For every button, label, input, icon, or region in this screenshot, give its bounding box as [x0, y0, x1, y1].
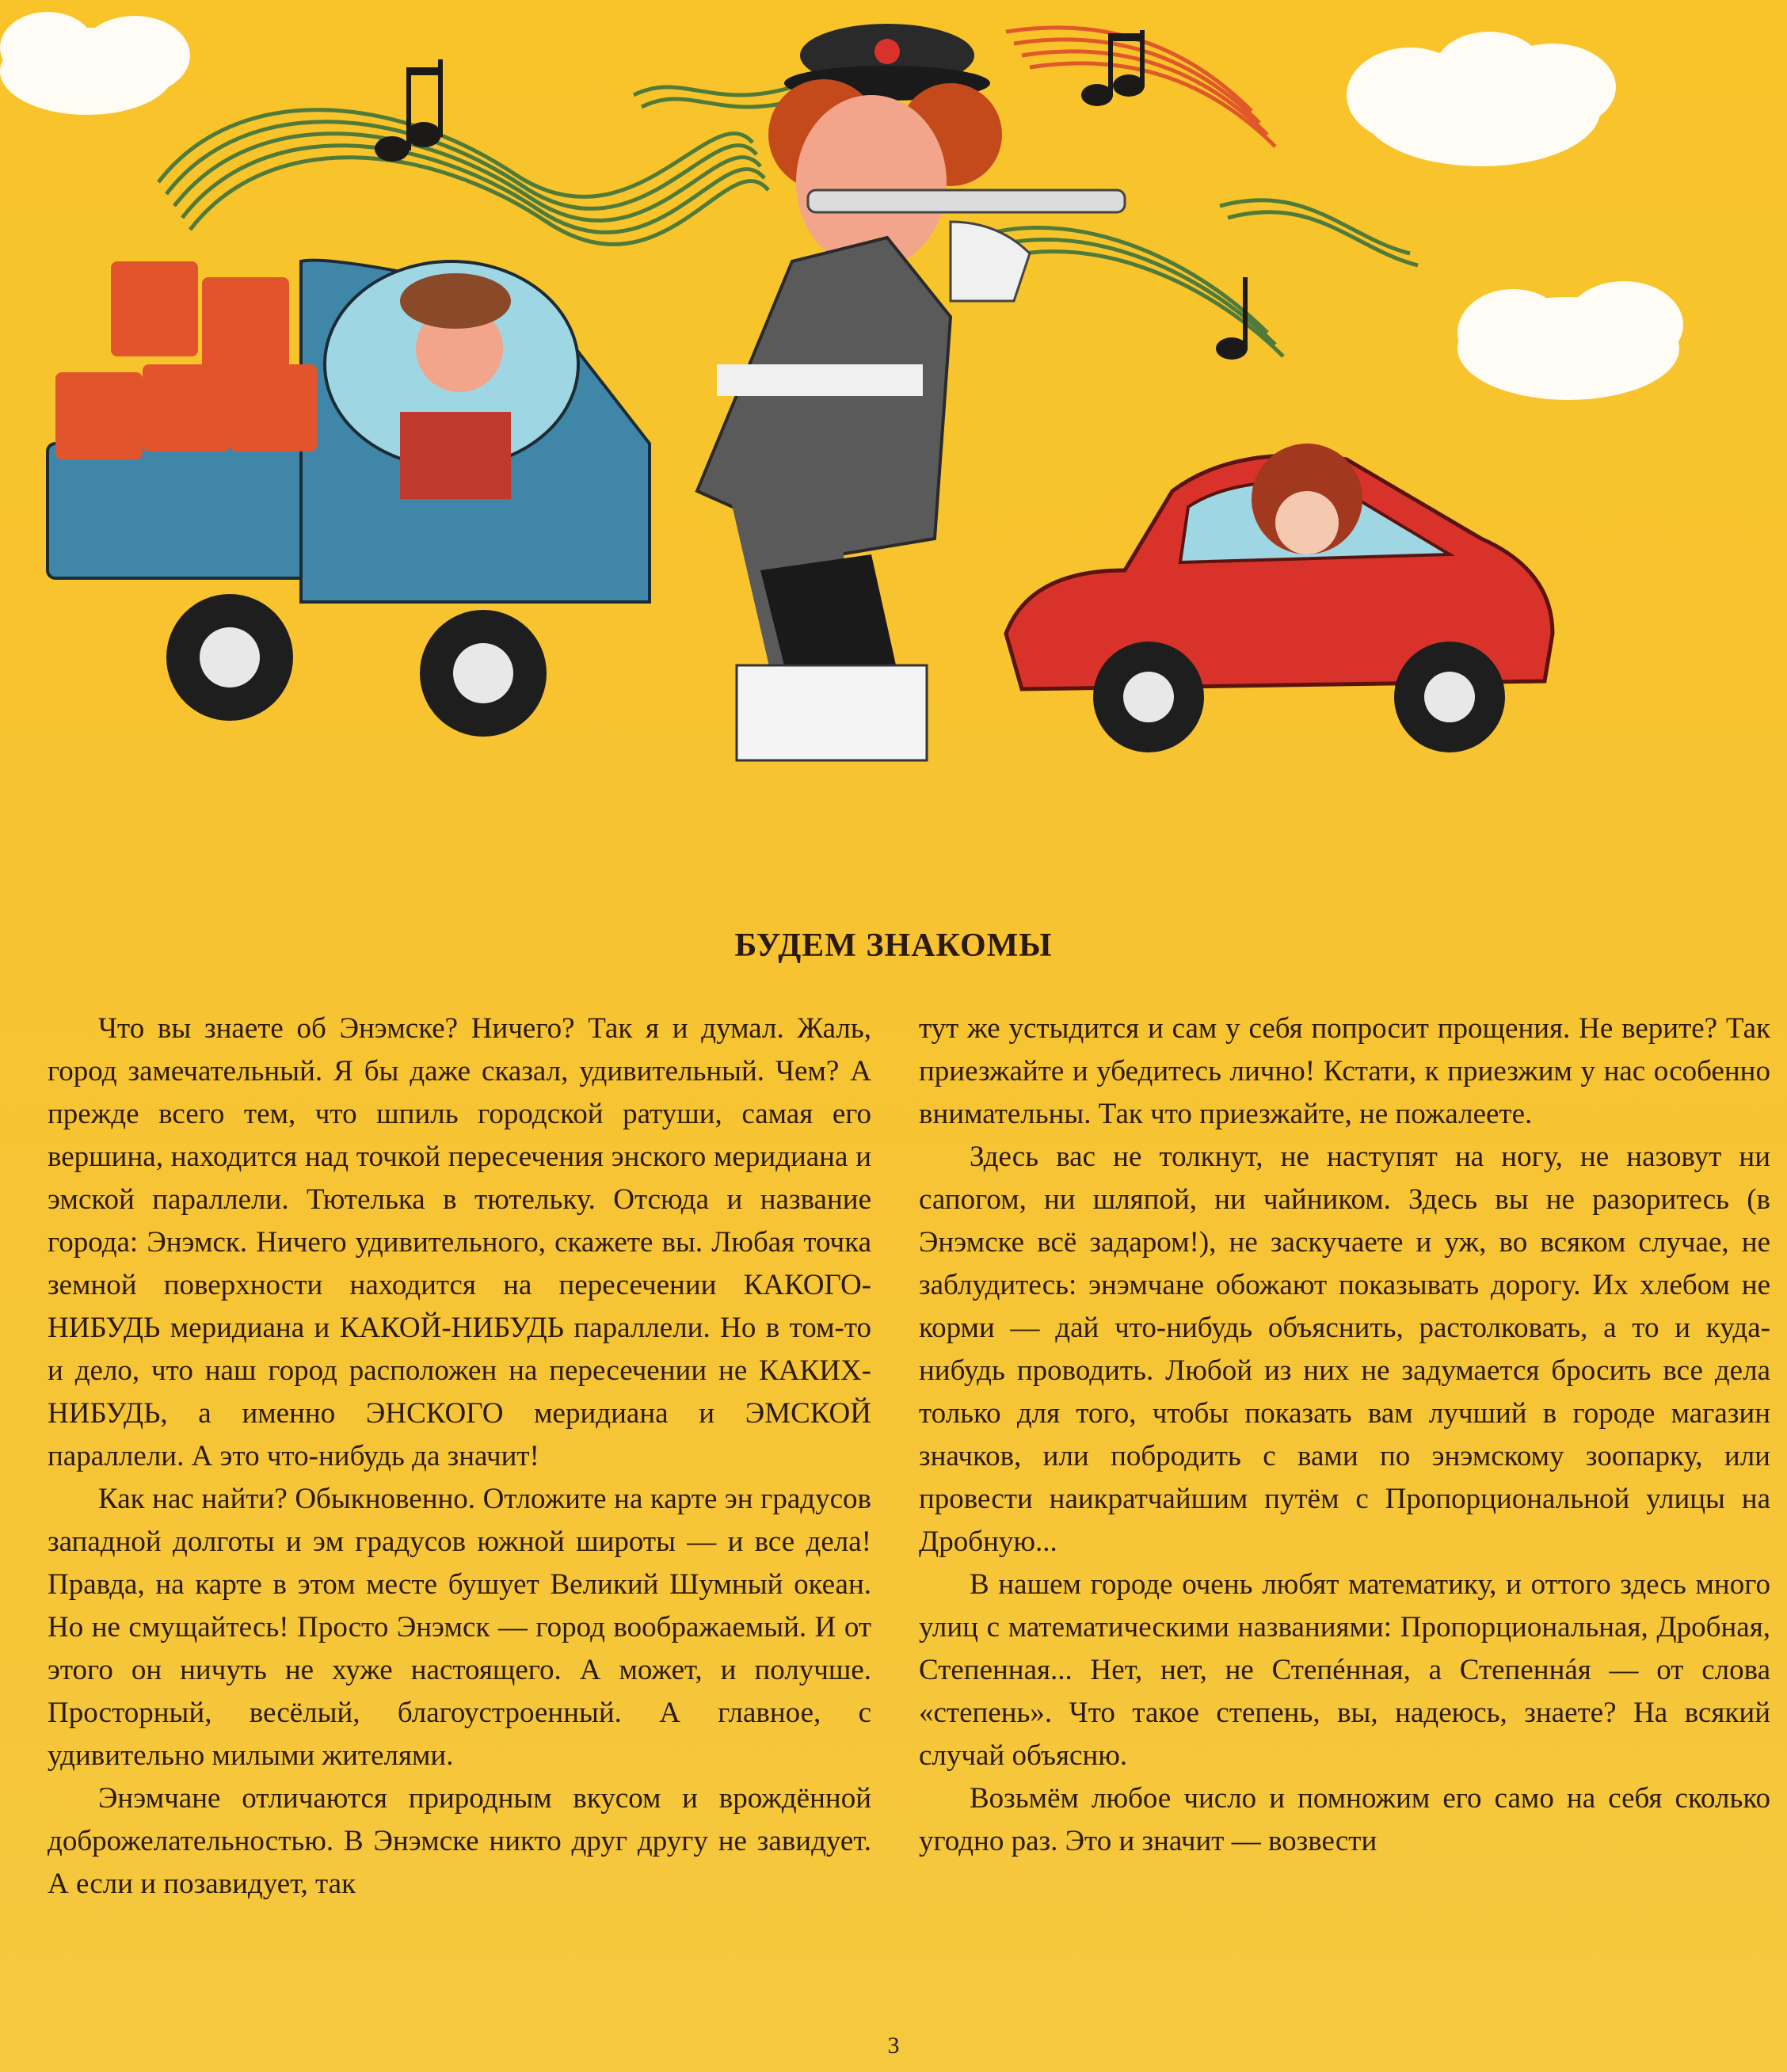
illustration: [0, 0, 1787, 895]
article-right-column: [919, 1007, 1770, 1863]
paragraph: Что вы знаете об Энэмске? Ничего? Так я и думал. Жаль, город замечательный. Я бы даже сказал, удивительный. Чем? А прежде всего тем, что шпиль городской ратуши, самая его вершина, находится над точкой пересечения энского меридиана и эмской параллели. Тютелька в тютельку. Отсюда и название города: Энэмск. Ничего удивительного, скажете вы. Любая точка земной поверхности находится на пересечении КАКОГО-НИБУДЬ меридиана и КАКОЙ-НИБУДЬ параллели. Но в том-то и дело, что наш город расположен на пересечении не КАКИХ-НИБУДЬ, а именно ЭНСКОГО меридиана и ЭМСКОЙ параллели. А это что-нибудь да значит!: [48, 1012, 871, 1472]
music-staff-ribbon-lower-icon: [974, 200, 1418, 356]
paragraph: Возьмём любое число и помножим его само на себя сколько угодно раз. Это и значит — возвести: [919, 1782, 1770, 1857]
article-left-column: [48, 1007, 871, 1906]
page-number: 3: [887, 2032, 900, 2059]
red-car-icon: [1006, 444, 1553, 752]
paragraph: Как нас найти? Обыкновенно. Отложите на карте эн градусов западной долготы и эм градусов южной широты — и все дела! Правда, на карте в этом месте бушует Великий Шумный океан. Но не смущайтесь! Просто Энэмск — город воображаемый. И от этого он ничуть не хуже настоящего. А может, и получше. Просторный, весёлый, благоустроенный. А главное, с удивительно милыми жителями.: [48, 1483, 871, 1772]
cloud-top-right-icon: [1347, 32, 1616, 166]
paragraph: В нашем городе очень любят математику, и оттого здесь много улиц с математическими названиями: Пропорциональная, Дробная, Степенная... Нет, нет, не Степéнная, а Степеннáя — от слова «степень». Что такое степень, вы, надеюсь, знаете? На всякий случай объясню.: [919, 1568, 1770, 1772]
cloud-left-icon: [0, 12, 190, 115]
music-staff-ribbon-left-icon: [158, 87, 800, 245]
paragraph: Энэмчане отличаются природным вкусом и врождённой доброжелательностью. В Энэмске никто друг другу не завидует. А если и позавидует, так: [48, 1782, 871, 1900]
paragraph: Здесь вас не толкнут, не наступят на ногу, не назовут ни сапогом, ни шляпой, ни чайником. Здесь вы не разоритесь (в Энэмске всё задаром!), не заскучаете и уж, во всяком случае, не заблудитесь: энэмчане обожают показывать дорогу. Их хлебом не корми — дай что-нибудь объяснить, растолковать, а то и куда-нибудь проводить. Любой из них не задумается бросить все дела только для того, чтобы показать вам лучший в городе магазин значков, или побродить с вами по энэмскому зоопарку, или провести наикратчайшим путём с Пропорциональной улицы на Дробную...: [919, 1141, 1770, 1558]
paragraph: тут же устыдится и сам у себя попросит прощения. Не верите? Так приезжайте и убедитесь лично! Кстати, к приезжим у нас особенно внимательны. Так что приезжайте, не пожалеете.: [919, 1012, 1770, 1130]
cloud-mid-right-icon: [1457, 281, 1683, 400]
truck-cargo-icon: [55, 261, 317, 459]
article-title: БУДЕМ ЗНАКОМЫ: [734, 927, 1053, 964]
